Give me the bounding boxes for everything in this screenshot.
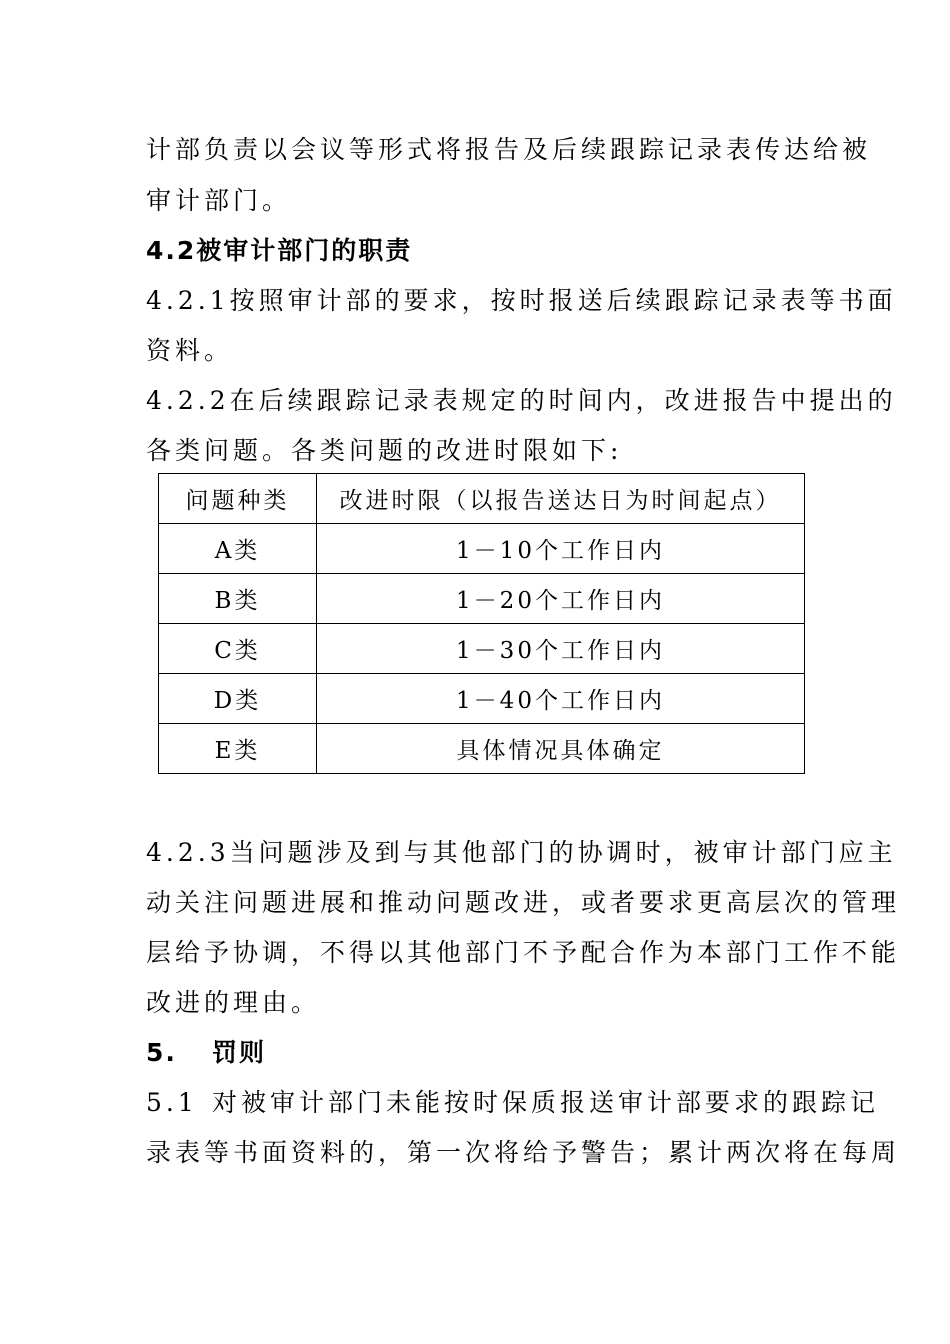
section-title-5: 罚则 bbox=[212, 1038, 267, 1067]
item-4-2-1-line: 资料。 bbox=[146, 336, 234, 365]
table-row bbox=[159, 524, 805, 574]
section-heading-4-2: 4.2被审计部门的职责 bbox=[146, 236, 413, 265]
table-cell-deadline: 1－20个工作日内 bbox=[317, 574, 805, 624]
table-header-deadline: 改进时限（以报告送达日为时间起点） bbox=[317, 474, 805, 524]
item-5-1-line: 录表等书面资料的，第一次将给予警告；累计两次将在每周 bbox=[146, 1138, 901, 1167]
table-header-row bbox=[159, 474, 805, 524]
table-cell-category: C类 bbox=[159, 624, 317, 674]
table-cell-deadline: 1－30个工作日内 bbox=[317, 624, 805, 674]
item-5-1-line: 对被审计部门未能按时保质报送审计部要求的跟踪记 bbox=[212, 1088, 880, 1117]
paragraph-line: 计部负责以会议等形式将报告及后续跟踪记录表传达给被 bbox=[146, 135, 872, 164]
table-cell-deadline: 具体情况具体确定 bbox=[317, 724, 805, 774]
item-4-2-3-line: 改进的理由。 bbox=[146, 988, 321, 1017]
item-4-2-1-line: 4.2.1按照审计部的要求，按时报送后续跟踪记录表等书面 bbox=[146, 286, 897, 315]
table-row bbox=[159, 724, 805, 774]
item-4-2-3-line: 动关注问题进展和推动问题改进，或者要求更高层次的管理 bbox=[146, 888, 901, 917]
table-cell-deadline: 1－10个工作日内 bbox=[317, 524, 805, 574]
item-4-2-3-line: 4.2.3当问题涉及到与其他部门的协调时，被审计部门应主 bbox=[146, 838, 897, 867]
deadline-table bbox=[158, 473, 805, 774]
table-row bbox=[159, 674, 805, 724]
table-row bbox=[159, 624, 805, 674]
section-number-5: 5. bbox=[146, 1038, 177, 1067]
item-4-2-3-line: 层给予协调，不得以其他部门不予配合作为本部门工作不能 bbox=[146, 938, 901, 967]
paragraph-line: 审计部门。 bbox=[146, 186, 292, 215]
table-cell-category: A类 bbox=[159, 524, 317, 574]
item-4-2-2-line: 各类问题。各类问题的改进时限如下: bbox=[146, 436, 623, 465]
table-cell-category: B类 bbox=[159, 574, 317, 624]
item-5-1-number: 5.1 bbox=[146, 1088, 198, 1117]
table-cell-category: E类 bbox=[159, 724, 317, 774]
item-4-2-2-line: 4.2.2在后续跟踪记录表规定的时间内，改进报告中提出的 bbox=[146, 386, 897, 415]
table-cell-category: D类 bbox=[159, 674, 317, 724]
table-row bbox=[159, 574, 805, 624]
table-cell-deadline: 1－40个工作日内 bbox=[317, 674, 805, 724]
table-header-category: 问题种类 bbox=[159, 474, 317, 524]
